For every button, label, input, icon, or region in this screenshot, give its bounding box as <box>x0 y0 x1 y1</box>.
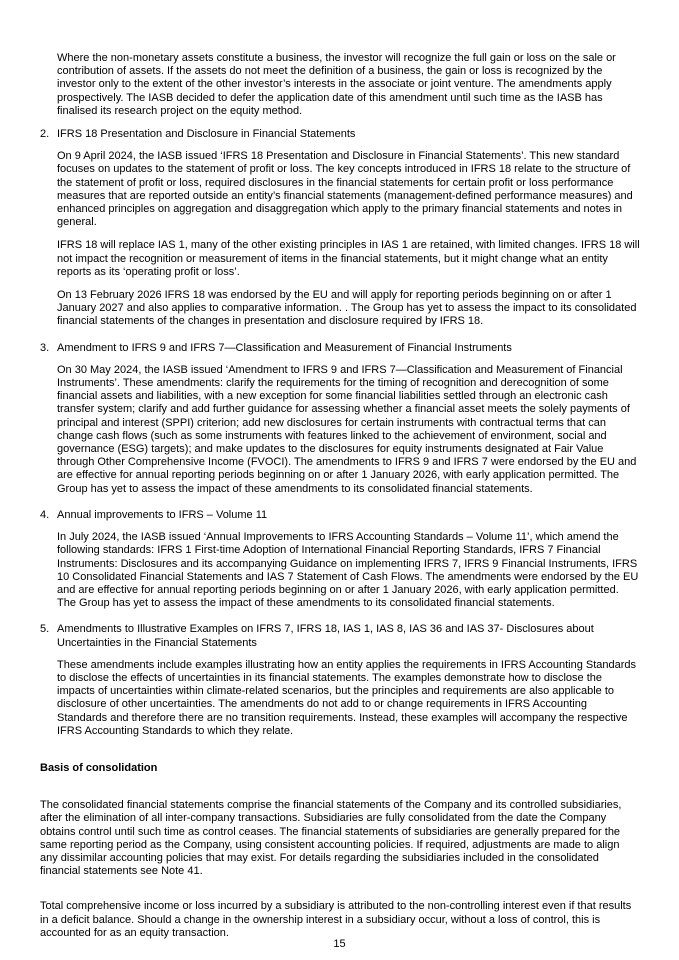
list-item-title: Amendment to IFRS 9 and IFRS 7—Classification and Measurement of Financial Instruments <box>57 341 512 354</box>
paragraph: IFRS 18 will replace IAS 1, many of the other existing principles in IAS 1 are retained, with limited changes. IFRS 18 will not impact the recognition or measurement of items in the financial statements, but it might change what an entity reports as its ‘operating profit or loss’. <box>57 239 640 278</box>
paragraph: On 13 February 2026 IFRS 18 was endorsed by the EU and will apply for reporting periods beginning on or after 1 January 2027 and also applies to comparative information. . The Group has yet to assess the impact to its consolidated financial statements of the changes in presentation and disclosure required by IFRS 18. <box>57 289 637 328</box>
list-item-number: 4. <box>40 508 50 521</box>
list-item-body <box>57 342 640 506</box>
list-item-body <box>57 509 640 620</box>
list-item-ifrs18 <box>40 128 640 339</box>
list-item-number: 5. <box>40 623 50 636</box>
paragraph: These amendments include examples illustrating how an entity applies the requirements in IFRS Accounting Standards to disclose the effects of uncertainties in its financial statements. The examples demonstrate how to disclose the impacts of uncertainties within climate-related scenarios, but the principles and requirements are also applicable to disclosure of other uncertainties. The amendments do not add to or change requirements in IFRS Accounting Standards and therefore there are no transition requirements. Instead, these examples will accompany the respective IFRS Accounting Standards to which they relate. <box>57 658 637 737</box>
page-number: 15 <box>333 937 346 950</box>
list-item-title: IFRS 18 Presentation and Disclosure in Financial Statements <box>57 128 356 141</box>
section-heading-basis-of-consolidation: Basis of consolidation <box>40 761 158 774</box>
paragraph: In July 2024, the IASB issued ‘Annual Improvements to IFRS Accounting Standards – Volume 11’, which amend the following standards: IFRS 1 First-time Adoption of International Financial Reporting Standards, IFRS 7 Financial Instruments: Disclosures and its accompanying Guidance on implementing IFRS 7, IFRS 9 Financial Instruments, IFRS 10 Consolidated Financial Statements and IAS 7 Statement of Cash Flows. The amendments were endorsed by the EU and are effective for annual reporting periods beginning on or after 1 January 2026, with early application permitted. The Group has yet to assess the impact of these amendments to its consolidated financial statements. <box>57 531 639 610</box>
list-item-title: Annual improvements to IFRS – Volume 11 <box>57 508 268 521</box>
list-item-illustrative-examples <box>40 623 640 748</box>
list-item-body <box>57 623 640 748</box>
paragraph: Total comprehensive income or loss incurred by a subsidiary is attributed to the non-controlling interest even if that results in a deficit balance. Should a change in the ownership interest in a subsidiary occur, without a loss of control, this is accounted for as an equity transaction. <box>40 900 632 939</box>
list-item-annual-improvements <box>40 509 640 620</box>
list-item-number: 3. <box>40 341 50 354</box>
list-item-number: 2. <box>40 128 50 141</box>
page-content <box>40 52 640 960</box>
paragraph: The consolidated financial statements comprise the financial statements of the Company and its controlled subsidiaries, after the elimination of all inter-company transactions. Subsidiaries are fully consolidated from the date the Company obtains control until such time as control ceases. The financial statements of subsidiaries are generally prepared for the same reporting period as the Company, using consistent accounting policies. If required, adjustments are made to align any dissimilar accounting policies that may exist. For details regarding the subsidiaries included in the consolidated financial statements see Note 41. <box>40 799 622 878</box>
list-item-body <box>57 128 640 339</box>
intro-paragraph: Where the non-monetary assets constitute a business, the investor will recognize the full gain or loss on the sale or contribution of assets. If the assets do not meet the definition of a business, the gain or loss is recognized by the investor only to the extent of the other investor’s interests in the associate or joint venture. The amendments apply prospectively. The IASB decided to defer the application date of this amendment until such time as the IASB has finalised its research project on the equity method. <box>57 52 616 117</box>
paragraph: On 9 April 2024, the IASB issued ‘IFRS 18 Presentation and Disclosure in Financial Statements’. This new standard focuses on updates to the statement of profit or loss. The key concepts introduced in IFRS 18 relate to the structure of the statement of profit or loss, required disclosures in the financial statements for certain profit or loss performance measures that are reported outside an entity’s financial statements (management-defined performance measures) and enhanced principles on aggregation and disaggregation which apply to the primary financial statements and notes in general. <box>57 150 633 229</box>
list-item-ifrs9-7 <box>40 342 640 506</box>
paragraph: On 30 May 2024, the IASB issued ‘Amendment to IFRS 9 and IFRS 7—Classification and Measurement of Financial Instruments’. These amendments: clarify the requirements for the timing of recognition and derecognition of some financial assets and liabilities, with a new exception for some financial liabilities settled through an electronic cash transfer system; clarify and add further guidance for assessing whether a financial asset meets the solely payments of principal and interest (SPPI) criterion; add new disclosures for certain instruments with contractual terms that can change cash flows (such as some instruments with features linked to the achievement of environment, social and governance (ESG) targets); and make updates to the disclosures for equity instruments designated at Fair Value through Other Comprehensive Income (FVOCI). The amendments to IFRS 9 and IFRS 7 were endorsed by the EU and are effective for annual reporting periods beginning on or after 1 January 2026, with early application permitted. The Group has yet to assess the impact of these amendments to its consolidated financial statements. <box>57 363 637 495</box>
list-item-title: Amendments to Illustrative Examples on IFRS 7, IFRS 18, IAS 1, IAS 8, IAS 36 and IAS 37- Disclosures about Uncertainties in the Financial Statements <box>57 623 594 649</box>
